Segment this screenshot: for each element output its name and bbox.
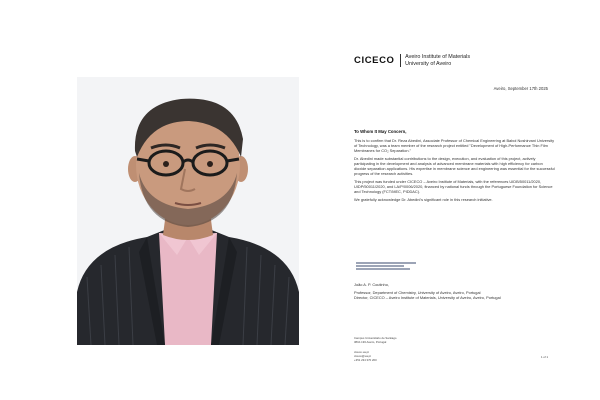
- address-line-1: Campus Universitário de Santiago: [354, 336, 397, 340]
- contact-phone: +351 234 370 200: [354, 357, 377, 362]
- letter-body: [354, 130, 556, 206]
- salutation: To Whom It May Concern,: [354, 129, 407, 134]
- institute-line-2: University of Aveiro: [405, 60, 452, 67]
- paragraph-confirmation: This is to confirm that Dr. Reza Abedini, Associate Professor of Chemical Engineering at Babol Noshirvani University of Technology, was a team member of the research project entitled "Development of High-Performance Thin Film Membranes for CO₂ Separation.": [354, 137, 555, 153]
- paragraph-funding: This project was funded under CICECO – Aveiro Institute of Materials, with the references UIDB/50011/2020, UIDP/50011/2020, and LA/P/0006/2020, financed by national funds through the Portuguese Foundation for Science and Technology (FCT/MEC, PIDDAC).: [354, 179, 553, 194]
- digital-signature: [356, 262, 426, 276]
- portrait-photo: [77, 77, 299, 345]
- contact-email: ciceco@ua.pt: [354, 353, 371, 358]
- address-line-2: 3810-193 Aveiro, Portugal: [354, 339, 387, 344]
- signer-name: João A. P. Coutinho,: [354, 282, 389, 287]
- signer-title-director: Director, CICECO – Aveiro Institute of Materials, University of Aveiro, Aveiro, Portugal: [354, 295, 501, 300]
- letter-date: Aveiro, September 17th 2025: [493, 86, 548, 91]
- institute-line-1: Aveiro Institute of Materials: [405, 54, 471, 61]
- letter-page: [322, 30, 578, 375]
- footer-contacts: [354, 351, 377, 362]
- institute-name: [405, 54, 470, 67]
- signer-block: [354, 282, 564, 300]
- paragraph-acknowledgement: We gratefully acknowledge Dr. Abedini's significant role in this research initiative.: [354, 197, 493, 203]
- page-number: 1 of 1: [541, 355, 548, 359]
- paragraph-contributions: Dr. Abedini made substantial contributions to the design, execution, and evaluation of this project, actively participating in the development and analysis of advanced membrane materials with high efficiency for carbon dioxide separation applications. His expertise in membrane science and engineering was essential for the successful progress of the research activities.: [354, 156, 555, 176]
- letterhead: [354, 54, 470, 67]
- letterhead-divider: [400, 54, 401, 67]
- signer-title-professor: Professor, Department of Chemistry, University of Aveiro, Aveiro, Portugal: [354, 290, 481, 295]
- ciceco-logo: CICECO: [354, 55, 395, 66]
- footer-address: [354, 337, 396, 345]
- contact-website: ciceco.ua.pt: [354, 350, 369, 354]
